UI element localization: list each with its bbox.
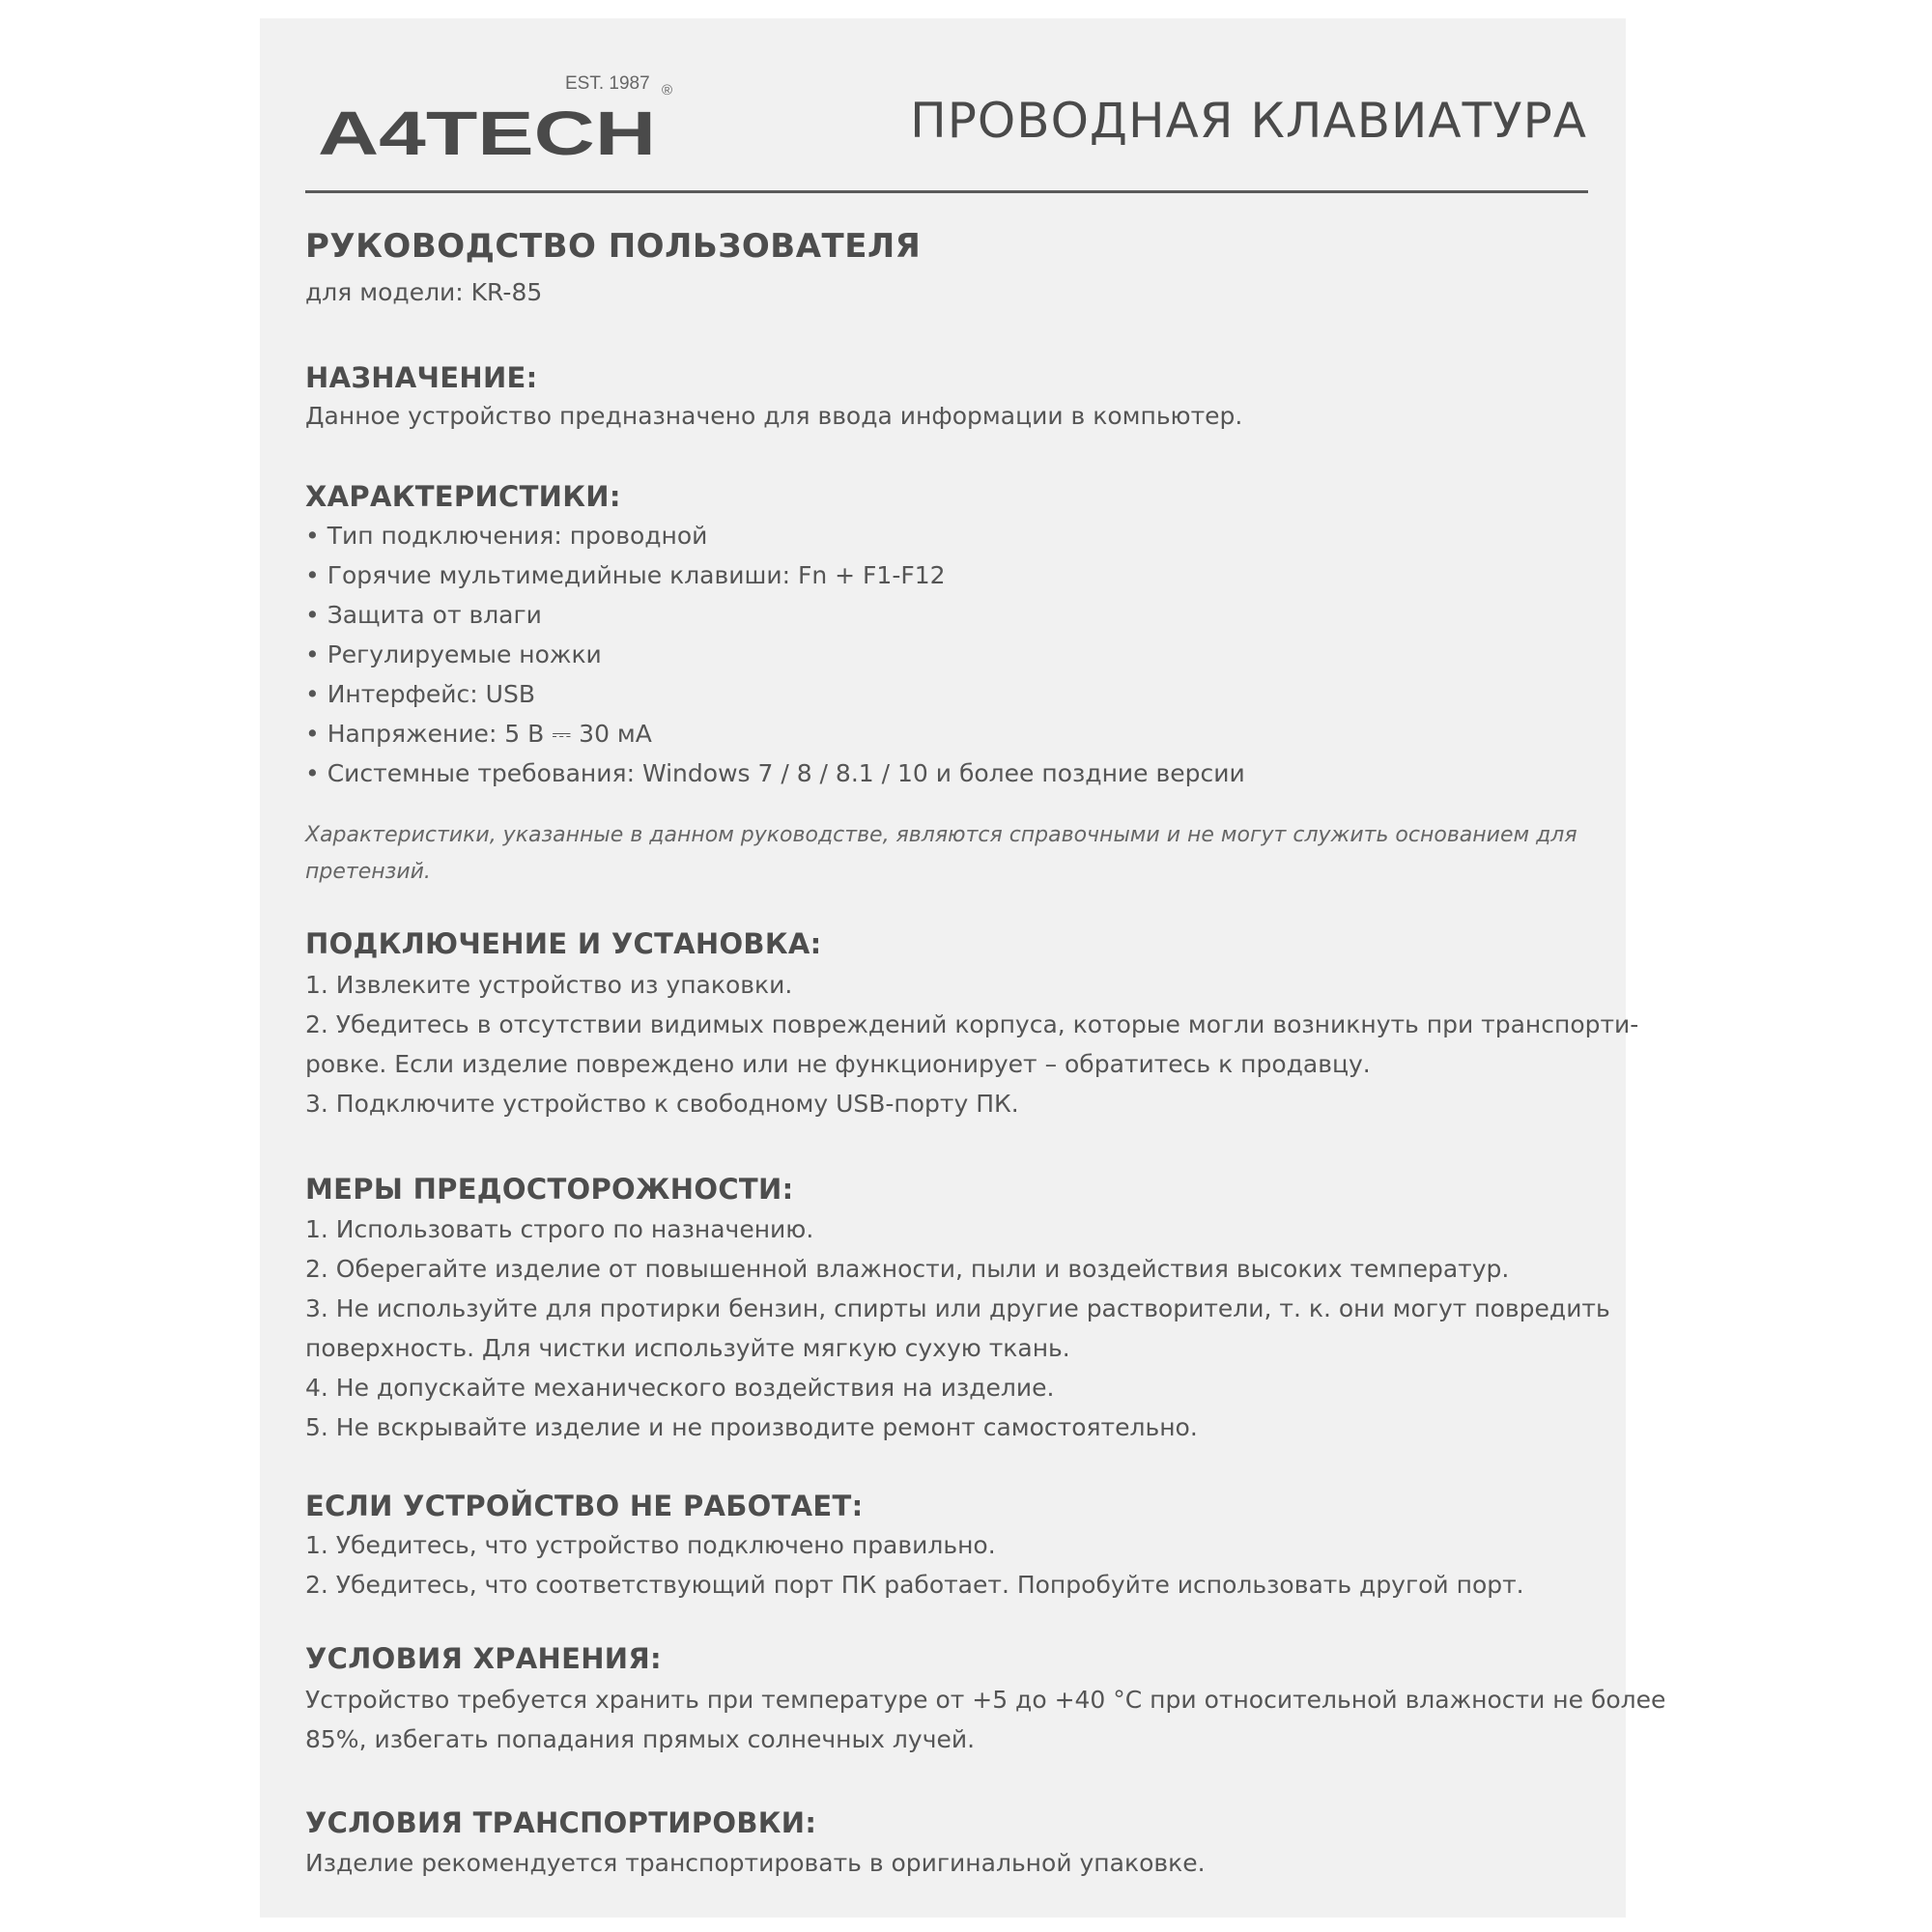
document-title: ПРОВОДНАЯ КЛАВИАТУРА: [910, 93, 1587, 149]
spec-item: • Системные требования: Windows 7 / 8 / 8.1 / 10 и более поздние версии: [305, 759, 1245, 787]
specs-heading: ХАРАКТЕРИСТИКИ:: [305, 480, 621, 513]
transport-text: Изделие рекомендуется транспортировать в оригинальной упаковке.: [305, 1849, 1206, 1877]
troubleshooting-heading: ЕСЛИ УСТРОЙСТВО НЕ РАБОТАЕТ:: [305, 1490, 864, 1522]
troubleshooting-item: 2. Убедитесь, что соответствующий порт ПК работает. Попробуйте использовать другой порт.: [305, 1571, 1524, 1599]
connection-step: ровке. Если изделие повреждено или не функционирует – обратитесь к продавцу.: [305, 1050, 1371, 1078]
purpose-text: Данное устройство предназначено для ввода информации в компьютер.: [305, 402, 1243, 430]
precautions-heading: МЕРЫ ПРЕДОСТОРОЖНОСТИ:: [305, 1173, 794, 1206]
storage-text: 85%, избегать попадания прямых солнечных лучей.: [305, 1725, 976, 1753]
connection-step: 3. Подключите устройство к свободному USB-порту ПК.: [305, 1090, 1019, 1118]
connection-step: 1. Извлеките устройство из упаковки.: [305, 971, 793, 999]
precaution-item: 2. Оберегайте изделие от повышенной влажности, пыли и воздействия высоких температур.: [305, 1255, 1510, 1283]
spec-item: • Регулируемые ножки: [305, 640, 602, 668]
specs-disclaimer: Характеристики, указанные в данном руководстве, являются справочными и не могут служить основанием для: [305, 823, 1577, 847]
storage-heading: УСЛОВИЯ ХРАНЕНИЯ:: [305, 1642, 662, 1675]
precaution-item: поверхность. Для чистки используйте мягкую сухую ткань.: [305, 1334, 1070, 1362]
storage-text: Устройство требуется хранить при температуре от +5 до +40 °С при относительной влажности не более: [305, 1686, 1666, 1714]
manual-title: РУКОВОДСТВО ПОЛЬЗОВАТЕЛЯ: [305, 227, 922, 266]
purpose-heading: НАЗНАЧЕНИЕ:: [305, 361, 538, 394]
header-divider: [305, 190, 1588, 193]
logo-registered-mark: ®: [662, 82, 673, 99]
troubleshooting-item: 1. Убедитесь, что устройство подключено правильно.: [305, 1531, 996, 1559]
spec-item: • Горячие мультимедийные клавиши: Fn + F1-F12: [305, 561, 946, 589]
spec-item: • Защита от влаги: [305, 601, 542, 629]
connection-heading: ПОДКЛЮЧЕНИЕ И УСТАНОВКА:: [305, 927, 822, 960]
precaution-item: 5. Не вскрывайте изделие и не производите ремонт самостоятельно.: [305, 1413, 1198, 1441]
model-line: для модели: KR-85: [305, 278, 543, 306]
precaution-item: 4. Не допускайте механического воздействия на изделие.: [305, 1374, 1055, 1402]
spec-item: • Тип подключения: проводной: [305, 522, 708, 550]
transport-heading: УСЛОВИЯ ТРАНСПОРТИРОВКИ:: [305, 1806, 817, 1839]
spec-item: • Интерфейс: USB: [305, 680, 535, 708]
a4tech-logo: [318, 70, 724, 166]
logo-est: EST. 1987: [565, 73, 650, 94]
precaution-item: 1. Использовать строго по назначению.: [305, 1215, 814, 1243]
connection-step: 2. Убедитесь в отсутствии видимых повреждений корпуса, которые могли возникнуть при транспорти-: [305, 1010, 1639, 1038]
spec-item: • Напряжение: 5 В ⎓ 30 мА: [305, 720, 652, 748]
precaution-item: 3. Не используйте для протирки бензин, спирты или другие растворители, т. к. они могут повредить: [305, 1294, 1610, 1322]
logo-brand: A4TECH: [318, 99, 656, 166]
specs-disclaimer: претензий.: [305, 860, 431, 884]
